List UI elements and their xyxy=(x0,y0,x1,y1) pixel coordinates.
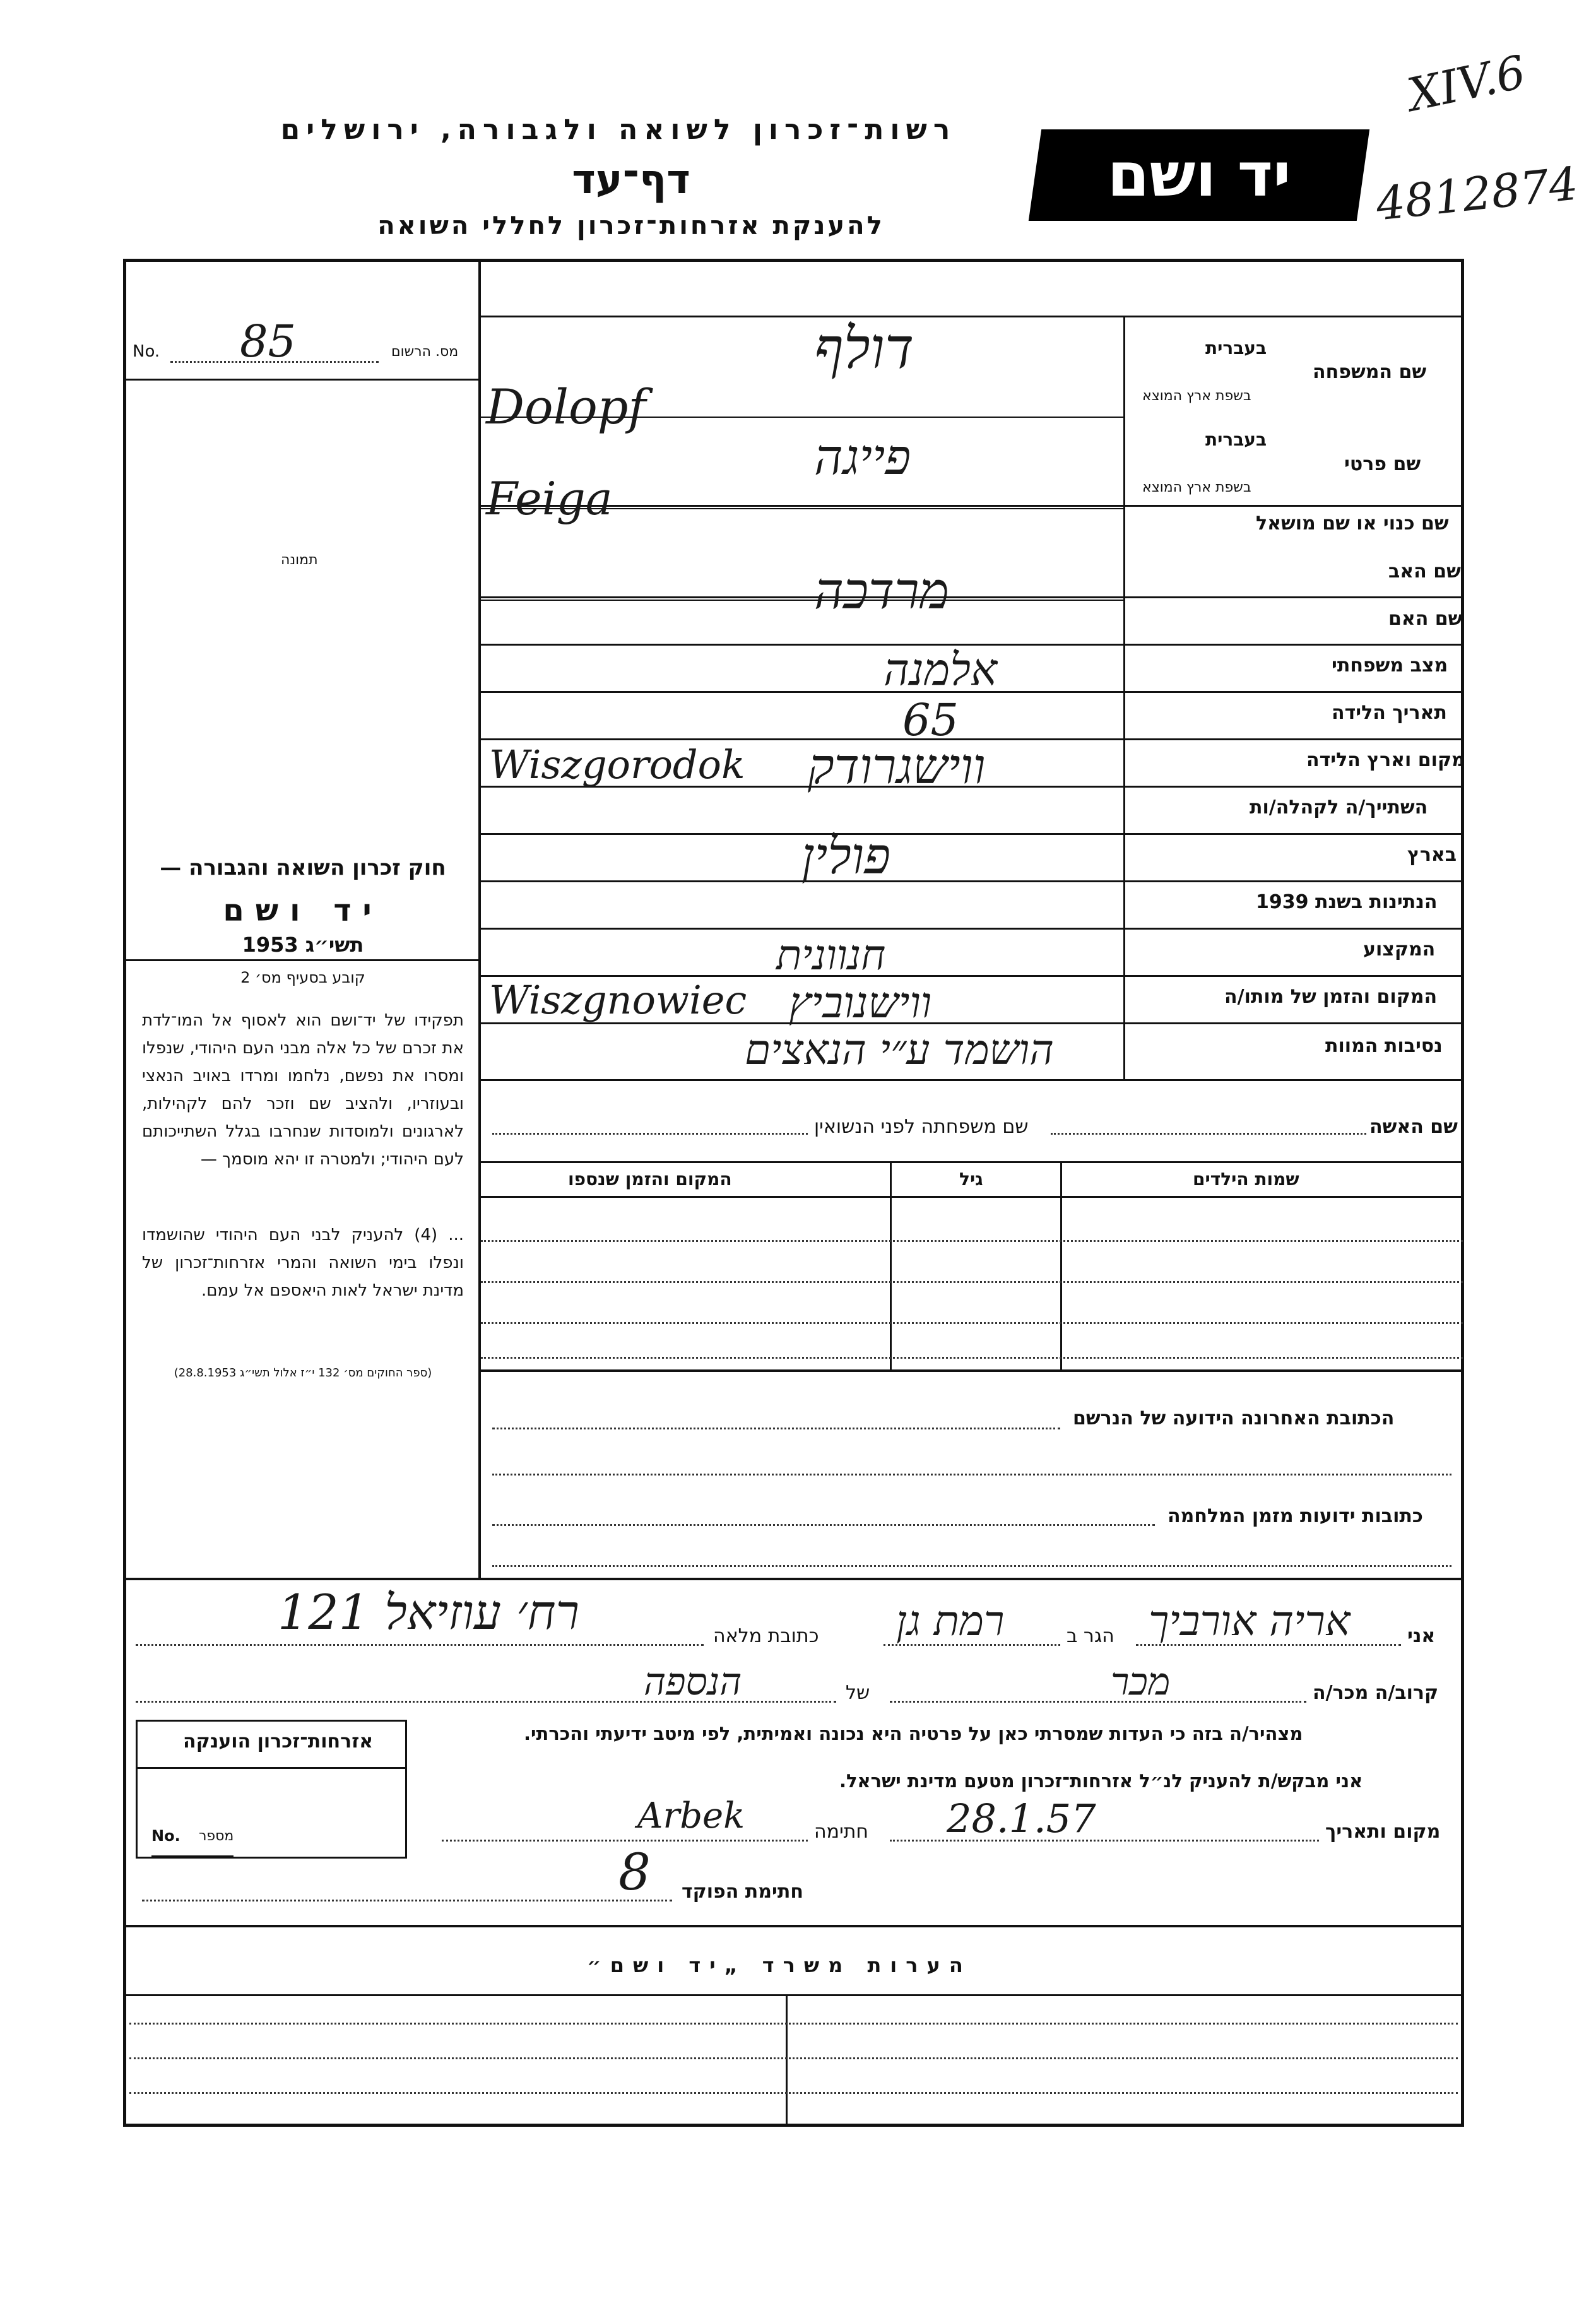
marital-value[interactable]: אלמנה xyxy=(884,644,998,695)
logo-text: יד ושם xyxy=(1107,139,1291,210)
office-remarks-label: הערות משרד „יד ושם״ xyxy=(587,1953,972,1977)
declarant-address-label: כתובת מלאה xyxy=(713,1625,819,1647)
marital-label: מצב משפחתי xyxy=(1332,654,1448,677)
first-name-label: שם פרטי xyxy=(1344,453,1421,475)
death-place-latin[interactable]: Wiszgnowiec xyxy=(489,977,747,1023)
citizenship-number-label: מספר xyxy=(199,1828,234,1844)
death-place-label: המקום והזמן של מותו/ה xyxy=(1224,986,1438,1008)
place-date-label: מקום ותאריך xyxy=(1325,1821,1441,1843)
declarant-ani-label: אני xyxy=(1407,1625,1436,1647)
nickname-label: שם כנוי או שם מושאל xyxy=(1256,512,1449,535)
citizenship-no-label: No. xyxy=(151,1827,180,1845)
declarant-relation[interactable]: מכר xyxy=(1111,1660,1171,1704)
birth-date-value[interactable]: 65 xyxy=(902,694,959,746)
declarant-name[interactable]: אריה אורביך xyxy=(1149,1597,1351,1645)
law-clause: קובע בסעיף מס׳ 2 xyxy=(240,969,365,986)
registration-number: 85 xyxy=(240,316,297,367)
birth-place-value[interactable]: ווישגרודק xyxy=(808,738,986,795)
declarant-signature[interactable]: Arbek xyxy=(637,1795,745,1836)
signature-label: חתימה xyxy=(814,1821,869,1843)
birth-date-label: תאריך הלידה xyxy=(1332,702,1447,724)
death-circumstances-label: נסיבות המוות xyxy=(1325,1035,1443,1057)
declarant-city[interactable]: רמת גן xyxy=(896,1597,1005,1645)
profession-value[interactable]: חנוונית xyxy=(776,931,886,979)
father-label: שם האב xyxy=(1388,560,1461,582)
first-name-origin-label: בשפת ארץ המוצא xyxy=(1142,480,1251,495)
wife-label: שם האשה xyxy=(1369,1116,1458,1138)
children-age-header: גיל xyxy=(959,1169,983,1190)
declaration-date[interactable]: 28.1.57 xyxy=(947,1795,1096,1842)
last-address-label: הכתובת האחרונה הידועה של הנרשם xyxy=(1073,1407,1395,1429)
corner-number: 4812874 xyxy=(1373,157,1581,231)
first-name-hebrew[interactable]: פייגה xyxy=(814,429,911,486)
yad-vashem-logo xyxy=(1029,129,1369,221)
declarant-lives-label: הגר ב xyxy=(1067,1625,1114,1647)
table-row xyxy=(481,1357,1463,1359)
profession-label: המקצוע xyxy=(1363,938,1436,961)
declarant-of-label: של xyxy=(846,1682,870,1704)
death-place-value[interactable]: ווישנוביץ xyxy=(789,978,932,1028)
table-row xyxy=(481,1322,1463,1324)
children-place-header: המקום והזמן שנספו xyxy=(568,1169,732,1190)
family-name-hebrew-label: בעברית xyxy=(1205,338,1267,358)
family-name-origin-label: בשפת ארץ המוצא xyxy=(1142,388,1251,404)
law-title: חוק זכרון השואה והגבורה — xyxy=(160,855,446,880)
declarant-address[interactable]: רח׳ עוזיאל 121 xyxy=(278,1584,579,1640)
corner-mark: XIV.6 xyxy=(1403,45,1530,122)
registration-label: מס. הרשום xyxy=(391,344,459,360)
first-name-origin[interactable]: Feiga xyxy=(486,472,613,525)
mother-value[interactable]: מרדכה xyxy=(814,562,949,620)
birth-place-latin[interactable]: Wiszgorodok xyxy=(489,742,745,788)
wartime-address-label: כתובות ידועות מזמן המלחמה xyxy=(1167,1505,1423,1527)
registration-no-label: No. xyxy=(133,342,160,361)
citizenship-box-title: אזרחות־זכרון הוענקה xyxy=(183,1730,374,1753)
wife-maiden-label: שם משפחתה לפני הנשואין xyxy=(814,1116,1029,1138)
form-subtitle: להענקת אזרחות־זכרון לחללי השואה xyxy=(377,211,885,240)
first-name-hebrew-label: בעברית xyxy=(1205,429,1267,450)
law-clause4: ... (4) להעניק לבני העם היהודי שהושמדו ונפלו בימי השואה והמרי אזרחות־זכרון של מדינת ישראל לאות היאספם אל עמם. xyxy=(142,1226,464,1300)
country-value[interactable]: פולין xyxy=(801,827,891,885)
officer-mark[interactable]: 8 xyxy=(618,1843,651,1901)
authority-heading: רשות־זכרון לשואה ולגבורה, ירושלים xyxy=(280,114,957,146)
law-name: יד ושם xyxy=(223,893,383,928)
birth-place-label: מקום וארץ הלידה xyxy=(1306,749,1465,771)
country-label: בארץ xyxy=(1407,844,1457,866)
family-name-origin[interactable]: Dolopf xyxy=(486,379,646,435)
law-citation: (ספר החוקים מס׳ 132 י״ז אלול תשי״ג 28.8.1953) xyxy=(174,1366,432,1380)
death-circumstances-value[interactable]: הושמד ע״י הנאצים xyxy=(745,1026,1054,1074)
law-year: תשי״ג 1953 xyxy=(242,933,364,957)
declarant-relative-label: קרוב/ה מכר/ה xyxy=(1313,1682,1439,1704)
family-name-hebrew[interactable]: דולף xyxy=(814,316,914,382)
declarant-deceased[interactable]: הנספה xyxy=(644,1660,742,1704)
photo-label: תמונה xyxy=(281,552,318,568)
table-row xyxy=(481,1281,1463,1283)
children-names-header: שמות הילדים xyxy=(1193,1169,1299,1190)
officer-signature-label: חתימת הפוקד xyxy=(682,1881,803,1903)
nationality-1939-label: הנתינות בשנת 1939 xyxy=(1256,891,1438,913)
family-name-label: שם המשפחה xyxy=(1313,361,1427,383)
table-row xyxy=(481,1240,1463,1242)
request-text: אני מבקש/ת להעניק לנ״ל אזרחות־זכרון מטעם מדינת ישראל. xyxy=(839,1770,1363,1792)
mother-label: שם האם xyxy=(1388,608,1463,630)
declaration-text: מצהיר/ה בזה כי העדות שמסרתי כאן על פרטיה היא נכונה ואמיתית, לפי מיטב ידיעתי והכרתי. xyxy=(524,1723,1303,1744)
community-label: השתייך/ה לקהלה/ות xyxy=(1250,796,1428,819)
form-title: דף־עד xyxy=(572,157,690,203)
law-text: תפקידו של יד־ושם הוא לאסוף אל המו־לדת את זכרם של כל אלה מבני העם היהודי, שנפלו ומסרו את נפשם, נלחמו ומרדו באויב הנאצי ובעוזריו, ולהציב שם וזכר להם לקהילות, לארגונים ולמוסדות שנחרבו בגלל השתייכותם לעם היהודי; ולמטרה זו יהא מוסמך — xyxy=(142,1011,464,1169)
